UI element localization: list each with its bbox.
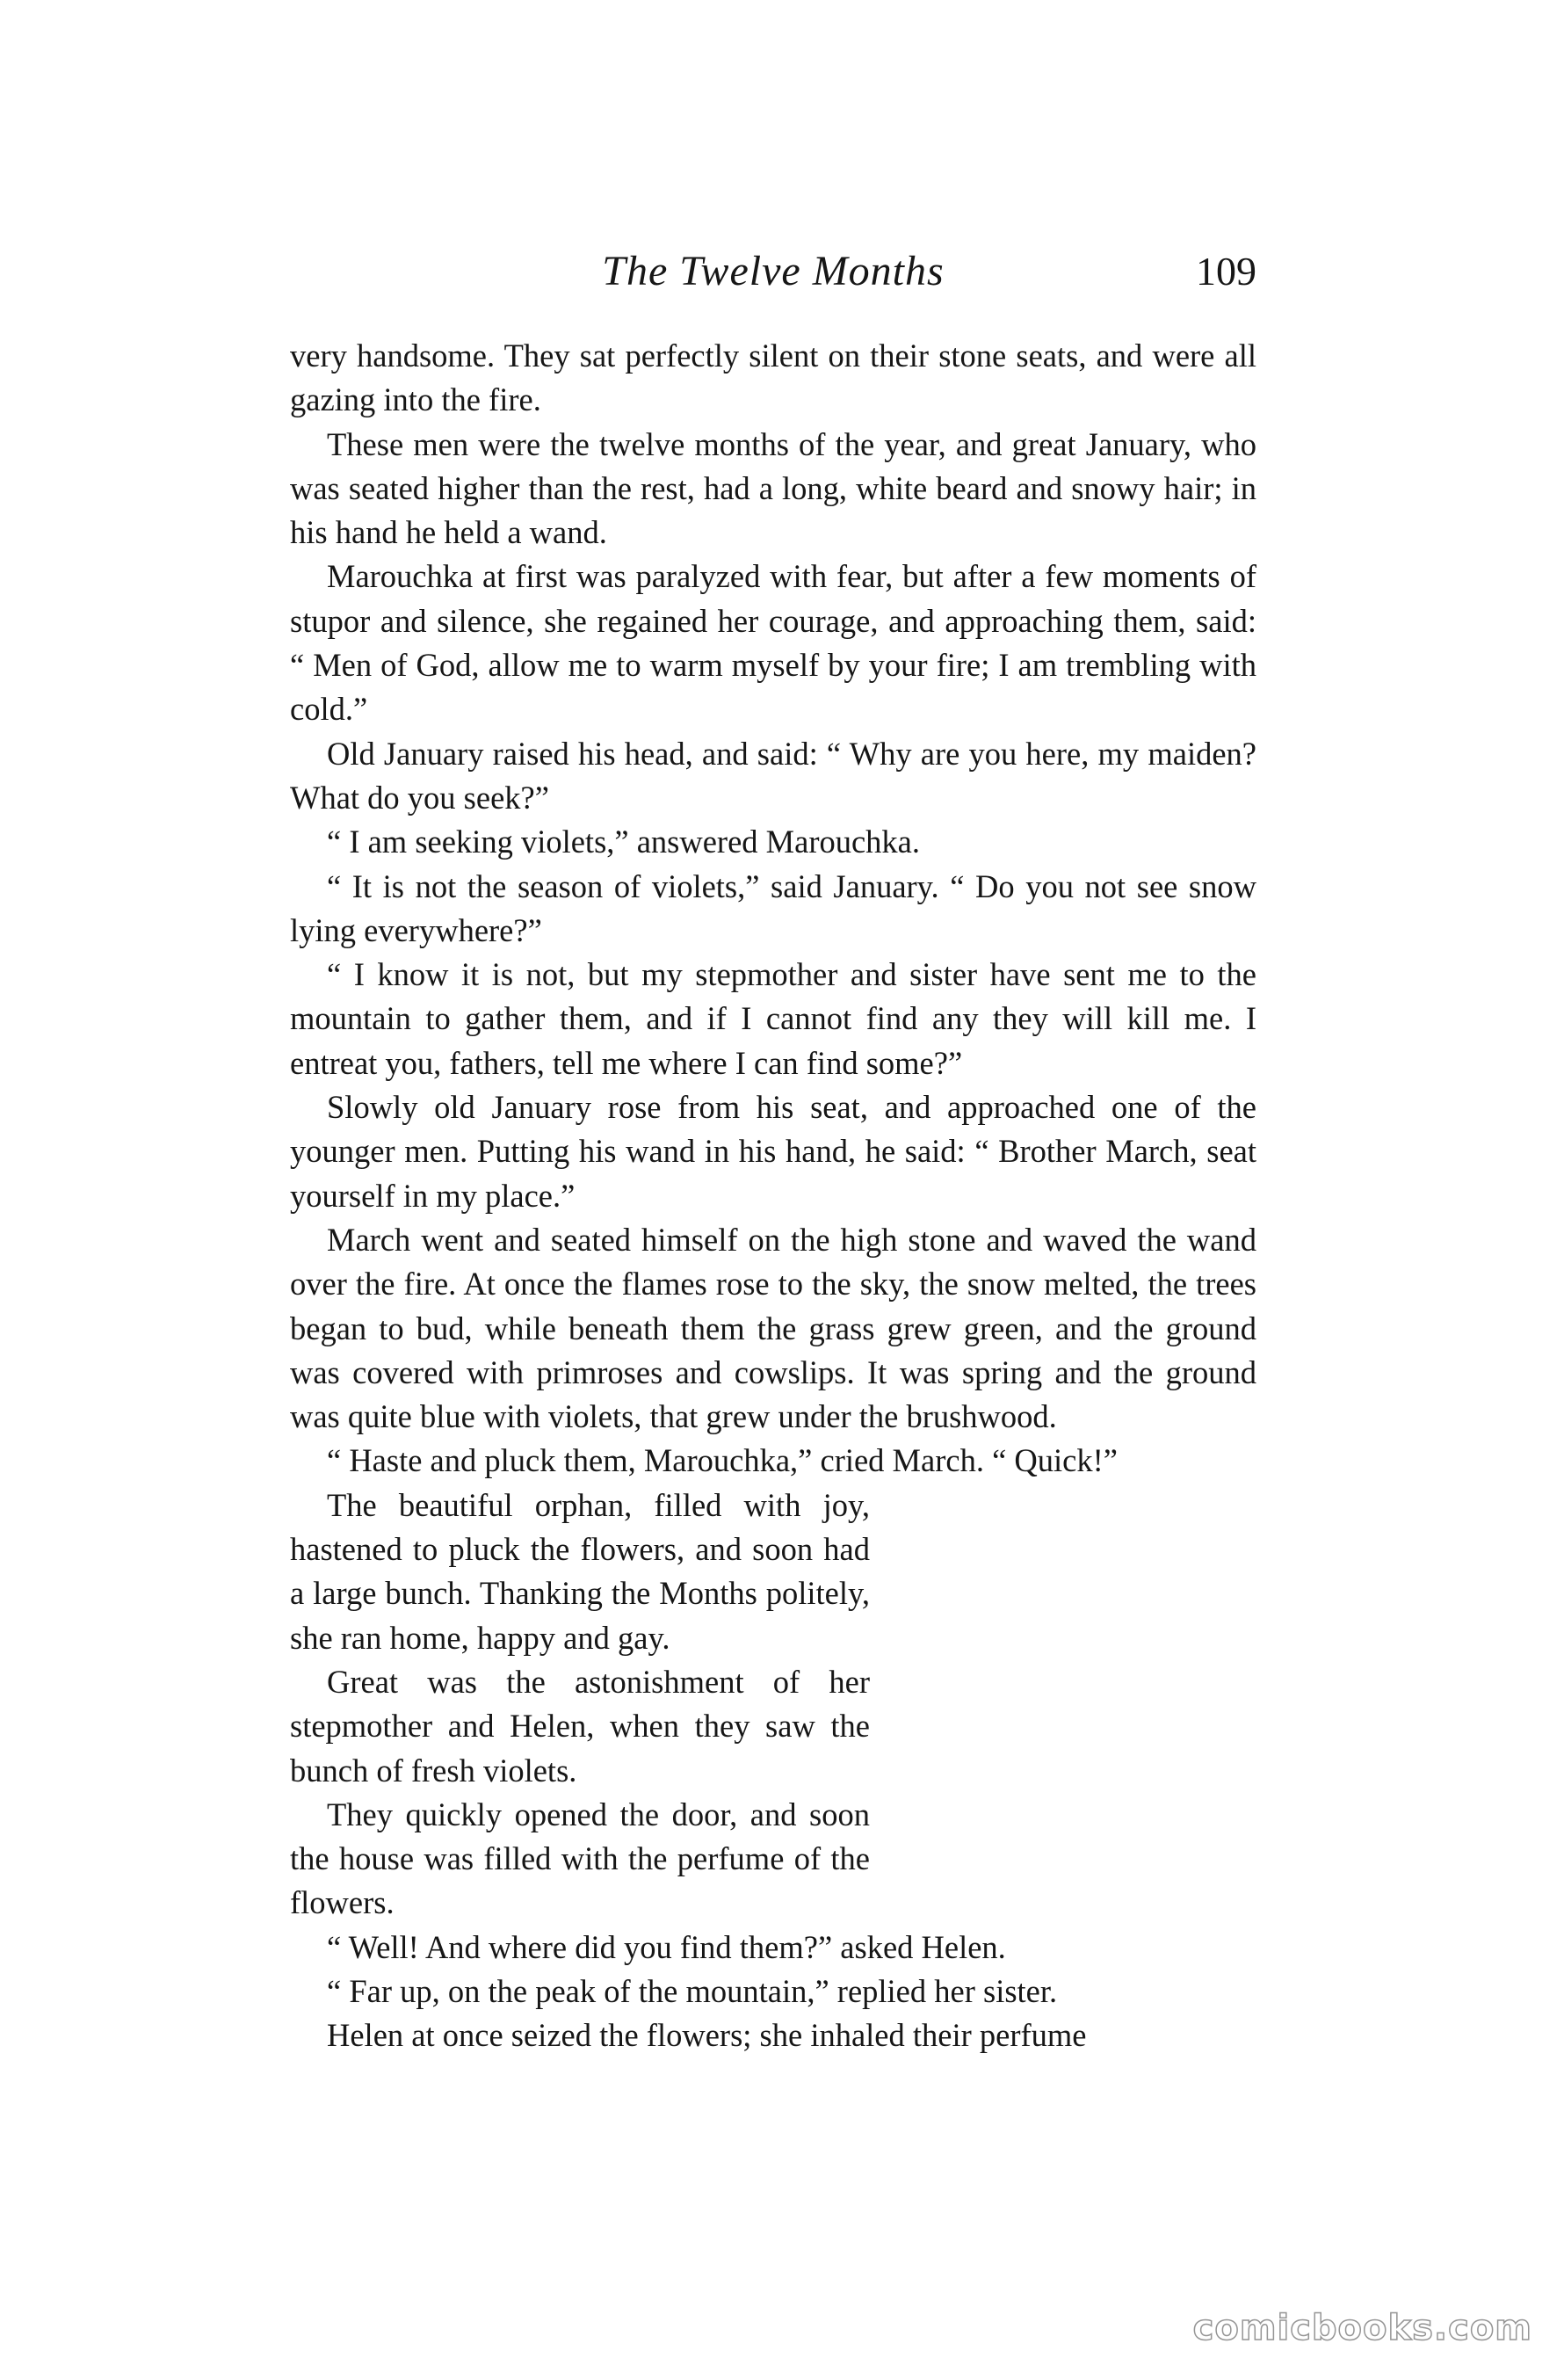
page-header xyxy=(290,241,1256,302)
body-text xyxy=(290,334,1256,2058)
paragraph-15: “ Far up, on the peak of the mountain,” replied her sister. xyxy=(327,1972,1058,2009)
paragraph-11: The beautiful orphan, filled with joy, hastened to pluck the flowers, and soon had a large bunch. Thanking the Months politely, she ran home, happy and gay. xyxy=(290,1486,870,1656)
watermark: comicbooks.com xyxy=(1192,2308,1532,2348)
paragraph-5: “ I am seeking violets,” answered Marouchka. xyxy=(327,824,921,860)
paragraph-1: very handsome. They sat perfectly silent on their stone seats, and were all gazing into the fire. xyxy=(290,337,1256,418)
paragraph-9: March went and seated himself on the high stone and waved the wand over the fire. At once the flames rose to the sky, the snow melted, the trees began to bud, while beneath them the grass grew green, and the ground was covered with primroses and cowslips. It was spring and the ground was quite blue with violets, that grew under the brushwood. xyxy=(290,1221,1256,1435)
paragraph-12: Great was the astonishment of her stepmother and Helen, when they saw the bunch of fresh violets. xyxy=(290,1663,870,1789)
paragraph-6: “ It is not the season of violets,” said January. “ Do you not see snow lying everywhere?” xyxy=(290,867,1256,948)
paragraph-4: Old January raised his head, and said: “ Why are you here, my maiden? What do you seek?” xyxy=(290,735,1256,816)
paragraph-10: “ Haste and pluck them, Marouchka,” cried March. “ Quick!” xyxy=(327,1442,1118,1479)
paragraph-8: Slowly old January rose from his seat, and approached one of the younger men. Putting his wand in his hand, he said: “ Brother March, seat yourself in my place.” xyxy=(290,1089,1256,1214)
running-title: The Twelve Months xyxy=(602,248,945,294)
paragraph-13: They quickly opened the door, and soon the house was filled with the perfume of the flowers. xyxy=(290,1796,870,1921)
paragraph-14: “ Well! And where did you find them?” asked Helen. xyxy=(327,1928,1006,1965)
page-number: 109 xyxy=(1196,249,1256,294)
paragraph-3: Marouchka at first was paralyzed with fear, but after a few moments of stupor and silence, she regained her courage, and approaching them, said: “ Men of God, allow me to warm myself by your fire; I am trembling with cold.” xyxy=(290,558,1256,728)
paragraph-2: These men were the twelve months of the year, and great January, who was seated higher than the rest, had a long, white beard and snowy hair; in his hand he held a wand. xyxy=(290,425,1256,551)
paragraph-16: Helen at once seized the flowers; she inhaled their perfume xyxy=(327,2017,1087,2054)
paragraph-7: “ I know it is not, but my stepmother and sister have sent me to the mountain to gather them, and if I cannot find any they will kill me. I entreat you, fathers, tell me where I can find some?” xyxy=(290,956,1256,1081)
